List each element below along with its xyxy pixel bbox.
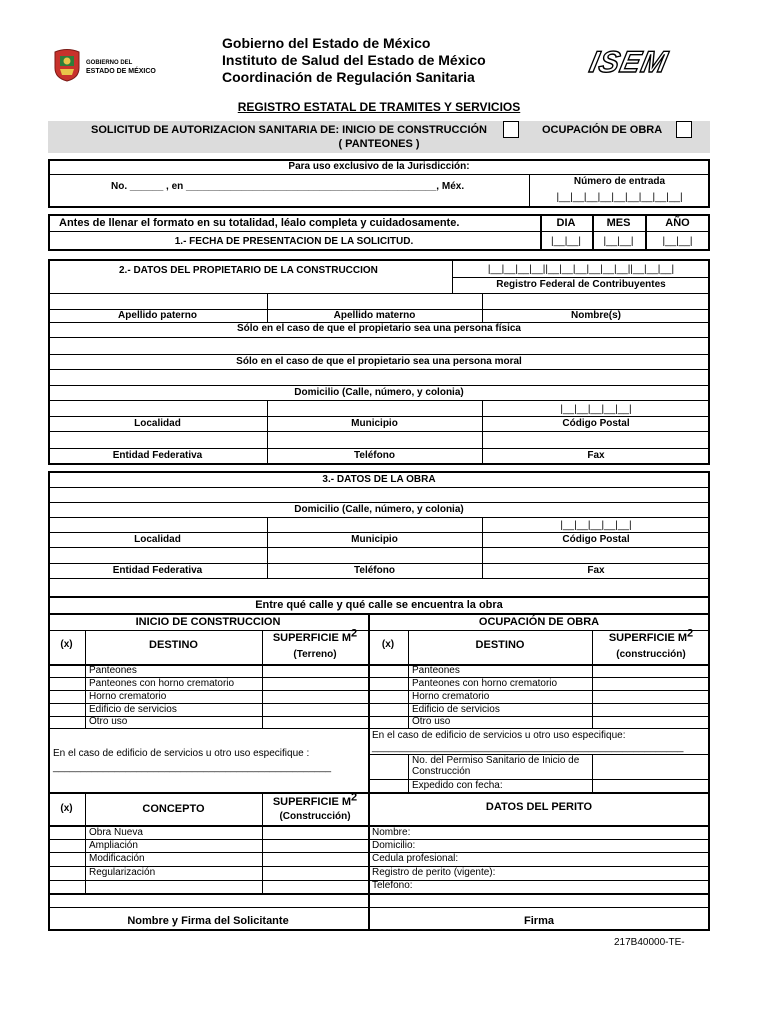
form-title: REGISTRO ESTATAL DE TRAMITES Y SERVICIOS — [237, 100, 521, 114]
state-government-logo — [52, 48, 172, 84]
left-destino-header: DESTINO — [149, 639, 198, 651]
left-item-panteones-horno: Panteones con horno crematorio — [89, 678, 235, 689]
owner-postal-label: Código Postal — [562, 418, 630, 429]
left-x-header: (x) — [60, 639, 73, 650]
moral-person-note: Sólo en el caso de que el propietario sea una persona moral — [236, 356, 522, 367]
month-boxes[interactable]: |__|__| — [603, 236, 634, 247]
isem-logo — [586, 46, 698, 80]
owner-names-label: Nombre(s) — [570, 310, 621, 321]
owner-postal-boxes[interactable]: |__|__|__|__|__| — [560, 404, 632, 415]
owner-state-label: Entidad Federativa — [112, 450, 203, 461]
work-phone-label: Teléfono — [354, 565, 395, 576]
right-item-otro: Otro uso — [412, 716, 451, 727]
request-line-1: SOLICITUD DE AUTORIZACION SANITARIA DE: INICIO DE CONSTRUCCIÓN — [91, 124, 487, 136]
presentation-date-label: 1.- FECHA DE PRESENTACION DE LA SOLICITUD. — [174, 236, 414, 247]
right-item-horno: Horno crematorio — [412, 691, 490, 702]
work-fax-label: Fax — [587, 565, 605, 576]
owner-phone-label: Teléfono — [354, 450, 395, 461]
owner-locality-label: Localidad — [134, 418, 181, 429]
year-label: AÑO — [665, 217, 690, 229]
owner-surname1-label: Apellido paterno — [118, 310, 197, 321]
owner-fax-label: Fax — [587, 450, 605, 461]
occupation-title: OCUPACIÓN DE OBRA — [478, 616, 600, 628]
expert-address-field[interactable]: Domicilio: — [372, 840, 416, 851]
expert-signature-label: Firma — [524, 915, 554, 927]
right-surface-sup: 2 — [687, 627, 694, 640]
construction-start-title: INICIO DE CONSTRUCCION — [135, 616, 281, 628]
permit-number-label: No. del Permiso Sanitario de Inicio de — [412, 755, 580, 766]
concept-surface-label: SUPERFICIE M — [272, 796, 352, 808]
expert-registry-field[interactable]: Registro de perito (vigente): — [372, 867, 496, 878]
right-item-edificio: Edificio de servicios — [412, 704, 500, 715]
header-line-2: Instituto de Salud del Estado de México — [222, 52, 486, 68]
left-surface-label: SUPERFICIE M — [272, 632, 352, 644]
left-terrain-label: (Terreno) — [293, 649, 337, 660]
concept-surface-header — [262, 791, 368, 809]
concept-surface-sub: (Construcción) — [279, 811, 351, 822]
left-specify-label: En el caso de edificio de servicios u otro uso especifique : — [53, 748, 310, 759]
jurisdiction-place-line[interactable]: No. ______ , en _____________________________________________, Méx. — [111, 181, 465, 192]
left-surface-sup: 2 — [351, 627, 358, 640]
concept-surface-sup: 2 — [351, 791, 358, 804]
right-x-header: (x) — [381, 639, 395, 650]
header-line-1: Gobierno del Estado de México — [222, 35, 431, 51]
entry-number-label: Número de entrada — [573, 176, 666, 187]
right-surface-label: SUPERFICIE M — [608, 632, 688, 644]
right-item-panteones-horno: Panteones con horno crematorio — [412, 678, 558, 689]
physical-person-note: Sólo en el caso de que el propietario sea una persona física — [237, 323, 521, 334]
year-boxes[interactable]: |__|__| — [662, 236, 693, 247]
left-item-otro: Otro uso — [89, 716, 128, 727]
isem-logo-text: ISEM — [586, 46, 671, 79]
work-section-title: 3.- DATOS DE LA OBRA — [322, 474, 436, 485]
left-item-edificio: Edificio de servicios — [89, 704, 177, 715]
concept-header: CONCEPTO — [142, 803, 205, 815]
occupation-checkbox[interactable] — [676, 121, 692, 138]
rfc-label: Registro Federal de Contribuyentes — [496, 279, 666, 290]
owner-municipality-label: Municipio — [351, 418, 398, 429]
right-item-panteones: Panteones — [412, 665, 460, 676]
jurisdiction-header: Para uso exclusivo de la Jurisdicción: — [288, 161, 470, 172]
between-streets-label: Entre qué calle y qué calle se encuentra la obra — [255, 599, 503, 611]
issued-date-label: Expedido con fecha: — [412, 780, 503, 791]
expert-license-field[interactable]: Cedula profesional: — [372, 853, 459, 864]
expert-phone-field[interactable]: Telefono: — [372, 880, 413, 891]
expert-name-field[interactable]: Nombre: — [372, 827, 411, 838]
left-specify-line[interactable]: __________________________________________________ — [53, 762, 332, 773]
owner-address-label: Domicilio (Calle, número, y colonia) — [294, 387, 464, 398]
concept-modificacion: Modificación — [89, 853, 145, 864]
concept-x-header: (x) — [60, 803, 73, 814]
owner-section-title: 2.- DATOS DEL PROPIETARIO DE LA CONSTRUCCION — [119, 265, 378, 276]
expert-data-title: DATOS DEL PERITO — [485, 801, 593, 813]
work-municipality-label: Municipio — [351, 534, 398, 545]
instruction-text: Antes de llenar el formato en su totalidad, léalo completa y cuidadosamente. — [59, 217, 460, 229]
work-address-label: Domicilio (Calle, número, y colonia) — [294, 504, 464, 515]
month-label: MES — [606, 217, 631, 229]
left-item-panteones: Panteones — [89, 665, 137, 676]
occupation-label: OCUPACIÓN DE OBRA — [542, 124, 663, 136]
form-code: 217B40000-TE- — [614, 937, 685, 948]
applicant-signature-label: Nombre y Firma del Solicitante — [127, 915, 289, 927]
concept-regularizacion: Regularización — [89, 867, 156, 878]
permit-number-label-2: Construcción — [412, 766, 471, 777]
day-label: DIA — [556, 217, 576, 229]
rfc-boxes[interactable]: |__|__|__|__||__|__|__|__|__|__||__|__|__| — [487, 264, 675, 275]
left-surface-header — [262, 627, 368, 645]
state-shield-icon — [52, 48, 82, 82]
owner-surname2-label: Apellido materno — [333, 310, 416, 321]
entry-number-boxes[interactable]: |__|__|__|__|__|__|__|__|__| — [556, 192, 683, 203]
header-line-3: Coordinación de Regulación Sanitaria — [222, 69, 475, 85]
concept-ampliacion: Ampliación — [89, 840, 138, 851]
day-boxes[interactable]: |__|__| — [550, 236, 582, 247]
work-state-label: Entidad Federativa — [112, 565, 203, 576]
work-postal-boxes[interactable]: |__|__|__|__|__| — [560, 520, 632, 531]
logo-text-line1: GOBIERNO DEL — [86, 60, 133, 66]
left-item-horno: Horno crematorio — [89, 691, 167, 702]
logo-text-line2: ESTADO DE MÉXICO — [86, 68, 156, 75]
right-specify-label: En el caso de edificio de servicios u otro uso especifique: — [372, 730, 626, 741]
work-postal-label: Código Postal — [562, 534, 630, 545]
right-construction-label: (construcción) — [616, 649, 686, 660]
right-destino-header: DESTINO — [475, 639, 525, 651]
construction-checkbox[interactable] — [503, 121, 519, 138]
work-locality-label: Localidad — [134, 534, 181, 545]
right-specify-line[interactable]: ________________________________________________________ — [372, 742, 684, 753]
request-line-2: ( PANTEONES ) — [338, 138, 420, 150]
concept-obra-nueva: Obra Nueva — [89, 827, 143, 838]
right-surface-header — [592, 627, 710, 645]
